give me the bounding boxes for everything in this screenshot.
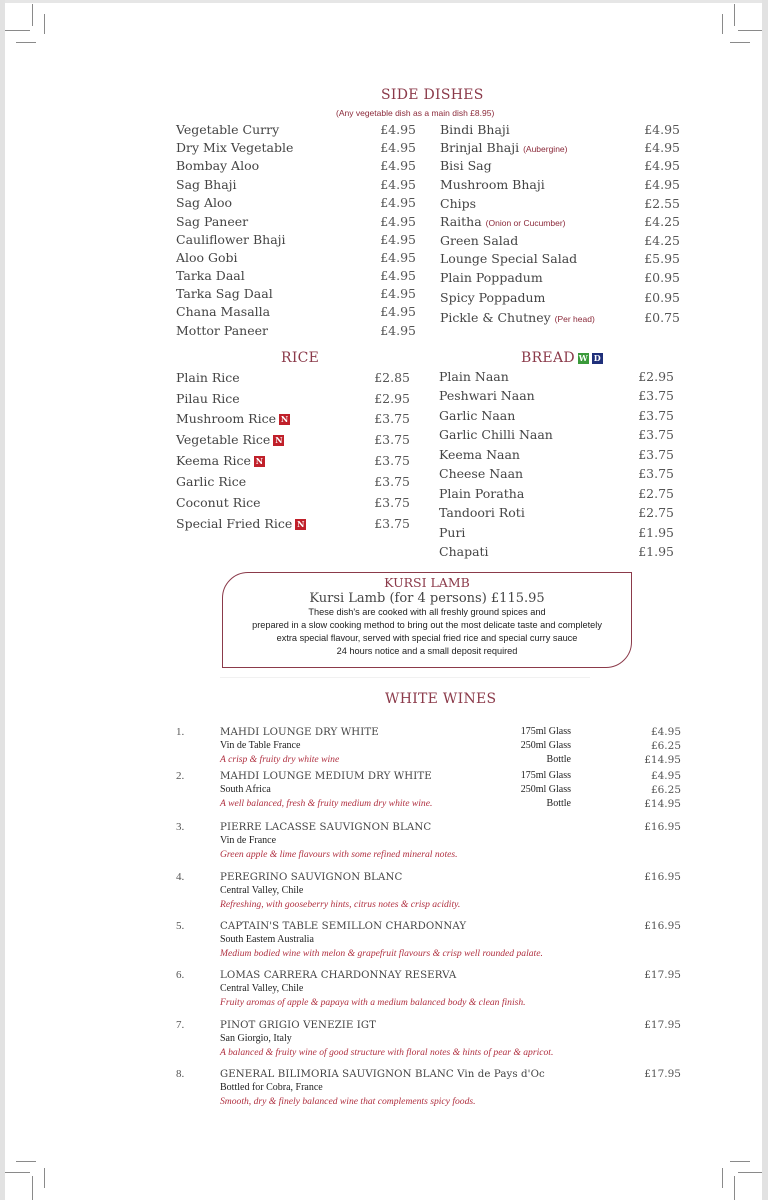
item-name	[440, 310, 595, 325]
item-price: £4.95	[644, 140, 680, 155]
item-note: (Onion or Cucumber)	[485, 218, 566, 228]
item-price: £5.95	[644, 251, 680, 266]
item-price: £4.95	[380, 195, 416, 210]
item-price: £4.95	[380, 122, 416, 137]
item-price: £4.95	[644, 177, 680, 192]
wine-number: 1.	[176, 726, 185, 738]
item-label: Brinjal Bhaji	[440, 140, 520, 155]
wine-serving-size: Bottle	[546, 798, 571, 809]
rice-title: RICE	[281, 350, 320, 366]
item-label: Pickle & Chutney	[440, 310, 551, 325]
kursi-lamb-title: KURSI LAMB	[384, 575, 470, 590]
item-name: Plain Poratha	[439, 486, 525, 501]
item-price: £0.95	[644, 290, 680, 305]
wine-serving-size: 175ml Glass	[520, 726, 571, 737]
wine-description: A well balanced, fresh & fruity medium dry white wine.	[220, 798, 433, 809]
wine-price: £17.95	[644, 1068, 681, 1080]
divider	[220, 677, 590, 678]
item-name: Sag Aloo	[176, 195, 233, 210]
page-edge-left	[0, 0, 5, 1200]
kursi-lamb-desc-line: These dish's are cooked with all freshly ground spices and	[308, 607, 546, 617]
wine-price: £4.95	[650, 770, 681, 782]
wine-origin: Vin de France	[220, 835, 277, 846]
item-label: Mushroom Bhaji	[440, 177, 545, 192]
item-name: Dry Mix Vegetable	[176, 140, 294, 155]
item-price: £1.95	[638, 544, 674, 559]
item-label: Plain Rice	[176, 370, 240, 385]
item-name: Tandoori Roti	[439, 505, 525, 520]
item-name	[440, 251, 577, 266]
item-name	[440, 214, 566, 229]
nuts-badge: N	[297, 519, 305, 529]
item-name	[440, 270, 543, 285]
item-note: (Per head)	[554, 314, 595, 324]
wine-name: CAPTAIN'S TABLE SEMILLON CHARDONNAY	[220, 921, 467, 932]
item-price: £3.75	[374, 516, 410, 531]
wine-number: 6.	[176, 969, 185, 981]
item-price: £4.95	[644, 122, 680, 137]
wine-name: PINOT GRIGIO VENEZIE IGT	[220, 1020, 377, 1031]
wine-name: MAHDI LOUNGE DRY WHITE	[220, 727, 379, 738]
side-dishes-note: (Any vegetable dish as a main dish £8.95)	[336, 108, 495, 118]
item-name: Keema Naan	[439, 447, 520, 462]
item-price: £4.95	[380, 250, 416, 265]
wine-number: 2.	[176, 770, 185, 782]
item-name: Mottor Paneer	[176, 323, 268, 338]
item-price: £0.95	[644, 270, 680, 285]
item-name: Garlic Naan	[439, 408, 516, 423]
item-price: £2.75	[638, 505, 674, 520]
item-name	[176, 432, 284, 447]
item-name	[440, 196, 476, 211]
item-label: Green Salad	[440, 233, 519, 248]
kursi-lamb-desc-line: prepared in a slow cooking method to bring out the most delicate taste and completely	[252, 620, 602, 630]
item-price: £2.55	[644, 196, 680, 211]
wine-number: 5.	[176, 920, 185, 932]
item-price: £4.95	[380, 140, 416, 155]
item-name	[440, 177, 545, 192]
wine-number: 7.	[176, 1019, 185, 1031]
item-price: £3.75	[374, 411, 410, 426]
nuts-badge: N	[255, 456, 264, 466]
wine-price: £14.95	[644, 754, 681, 766]
wine-origin: Bottled for Cobra, France	[220, 1082, 323, 1093]
wine-price: £6.25	[650, 784, 681, 796]
page-edge-top	[0, 0, 768, 3]
wine-serving-size: 175ml Glass	[520, 770, 571, 781]
side-dishes-title: SIDE DISHES	[381, 87, 484, 103]
item-price: £4.95	[644, 158, 680, 173]
item-name: Chapati	[439, 544, 489, 559]
item-label: Coconut Rice	[176, 495, 261, 510]
item-name	[440, 158, 492, 173]
dairy-badge: D	[593, 352, 602, 363]
page-edge-right	[762, 0, 768, 1200]
item-label: Mushroom Rice	[176, 411, 276, 426]
item-label: Plain Poppadum	[440, 270, 543, 285]
item-price: £3.75	[374, 432, 410, 447]
kursi-lamb-offer: Kursi Lamb (for 4 persons) £115.95	[309, 591, 545, 606]
wine-price: £16.95	[644, 821, 681, 833]
wine-serving-size: 250ml Glass	[520, 740, 571, 751]
nuts-badge: N	[275, 435, 283, 445]
item-label: Bindi Bhaji	[440, 122, 510, 137]
wine-description: A balanced & fruity wine of good structure with floral notes & hints of pear & apricot.	[220, 1047, 554, 1058]
wine-number: 3.	[176, 821, 185, 833]
item-name: Bombay Aloo	[176, 158, 260, 173]
item-name: Chana Masalla	[176, 304, 271, 319]
item-price: £3.75	[374, 495, 410, 510]
wine-serving-size: Bottle	[546, 754, 571, 765]
item-name: Tarka Daal	[176, 268, 245, 283]
item-label: Pilau Rice	[176, 391, 240, 406]
item-price: £4.95	[380, 286, 416, 301]
item-price: £0.75	[644, 310, 680, 325]
wine-name: PEREGRINO SAUVIGNON BLANC	[220, 872, 403, 883]
item-price: £3.75	[638, 408, 674, 423]
item-price: £4.25	[644, 214, 680, 229]
wine-description: Refreshing, with gooseberry hints, citrus notes & crisp acidity.	[220, 899, 461, 910]
item-price: £2.95	[374, 391, 410, 406]
kursi-lamb-desc-line: 24 hours notice and a small deposit required	[336, 646, 518, 656]
item-price: £4.95	[380, 304, 416, 319]
item-name: Cauliflower Bhaji	[176, 232, 286, 247]
item-price: £4.95	[380, 268, 416, 283]
item-price: £4.95	[380, 323, 416, 338]
item-price: £3.75	[374, 474, 410, 489]
wine-origin: Vin de Table France	[220, 740, 301, 751]
kursi-lamb-box	[222, 572, 632, 668]
item-name: Aloo Gobi	[176, 250, 238, 265]
wine-price: £17.95	[644, 1019, 681, 1031]
item-price: £3.75	[638, 447, 674, 462]
item-price: £3.75	[638, 427, 674, 442]
wine-price: £16.95	[644, 871, 681, 883]
bread-title-row	[521, 350, 603, 366]
item-price: £3.75	[638, 388, 674, 403]
item-name	[440, 290, 545, 305]
item-price: £1.95	[638, 525, 674, 540]
item-name	[176, 453, 265, 468]
item-name: Sag Bhaji	[176, 177, 237, 192]
wine-name: PIERRE LACASSE SAUVIGNON BLANC	[220, 822, 432, 833]
item-price: £3.75	[374, 453, 410, 468]
item-name: Vegetable Curry	[176, 122, 280, 137]
item-label: Bisi Sag	[440, 158, 492, 173]
item-price: £4.95	[380, 158, 416, 173]
wine-number: 8.	[176, 1068, 185, 1080]
item-price: £2.95	[638, 369, 674, 384]
item-name: Tarka Sag Daal	[176, 286, 273, 301]
item-name: Sag Paneer	[176, 214, 249, 229]
item-label: Keema Rice	[176, 453, 251, 468]
wine-origin: South Eastem Australia	[220, 934, 314, 945]
item-price: £2.85	[374, 370, 410, 385]
wine-price: £14.95	[644, 798, 681, 810]
wine-origin: Central Valley, Chile	[220, 885, 304, 896]
wine-price: £6.25	[650, 740, 681, 752]
item-label: Raitha	[440, 214, 482, 229]
wine-description: A crisp & fruity dry white wine	[220, 754, 340, 765]
item-name	[440, 233, 518, 248]
item-price: £2.75	[638, 486, 674, 501]
wheat-badge: W	[578, 352, 589, 363]
item-label: Lounge Special Salad	[440, 251, 578, 266]
wine-description: Smooth, dry & finely balanced wine that complements spicy foods.	[220, 1096, 476, 1107]
item-label: Garlic Rice	[176, 474, 247, 489]
wine-price: £16.95	[644, 920, 681, 932]
item-label: Special Fried Rice	[176, 516, 293, 531]
wine-description: Green apple & lime flavours with some refined mineral notes.	[220, 849, 458, 860]
item-name: Cheese Naan	[439, 466, 524, 481]
wine-origin: South Africa	[220, 784, 271, 795]
item-price: £3.75	[638, 466, 674, 481]
item-name: Puri	[439, 525, 466, 540]
wine-description: Medium bodied wine with melon & grapefruit flavours & crisp well rounded palate.	[220, 948, 543, 959]
nuts-badge: N	[280, 414, 289, 424]
item-name	[176, 370, 240, 385]
item-name	[176, 474, 246, 489]
item-price: £4.25	[644, 233, 680, 248]
wine-name: LOMAS CARRERA CHARDONNAY RESERVA	[220, 970, 457, 981]
item-name	[176, 495, 261, 510]
item-name	[176, 391, 240, 406]
wine-number: 4.	[176, 871, 185, 883]
item-label: Spicy Poppadum	[440, 290, 546, 305]
item-name	[440, 122, 510, 137]
wine-description: Fruity aromas of apple & papaya with a medium balanced body & clean finish.	[220, 997, 526, 1008]
item-note: (Aubergine)	[523, 144, 568, 154]
wine-price: £4.95	[650, 726, 681, 738]
item-price: £4.95	[380, 214, 416, 229]
item-name: Garlic Chilli Naan	[439, 427, 553, 442]
bread-title: BREAD	[521, 350, 575, 366]
wine-name: GENERAL BILIMORIA SAUVIGNON BLANC Vin de Pays d'Oc	[220, 1069, 545, 1080]
item-price: £4.95	[380, 232, 416, 247]
item-label: Chips	[440, 196, 477, 211]
item-name	[440, 140, 567, 155]
item-price: £4.95	[380, 177, 416, 192]
wine-origin: Central Valley, Chile	[220, 983, 304, 994]
item-name: Peshwari Naan	[439, 388, 535, 403]
wine-name: MAHDI LOUNGE MEDIUM DRY WHITE	[220, 771, 432, 782]
kursi-lamb-desc-line: extra special flavour, served with special fried rice and special curry sauce	[276, 633, 578, 643]
item-label: Vegetable Rice	[176, 432, 271, 447]
item-name	[176, 411, 290, 426]
wine-origin: San Giorgio, Italy	[220, 1033, 292, 1044]
item-name: Plain Naan	[439, 369, 509, 384]
white-wines-title: WHITE WINES	[385, 691, 497, 707]
wine-price: £17.95	[644, 969, 681, 981]
item-name	[176, 516, 306, 531]
wine-serving-size: 250ml Glass	[520, 784, 571, 795]
